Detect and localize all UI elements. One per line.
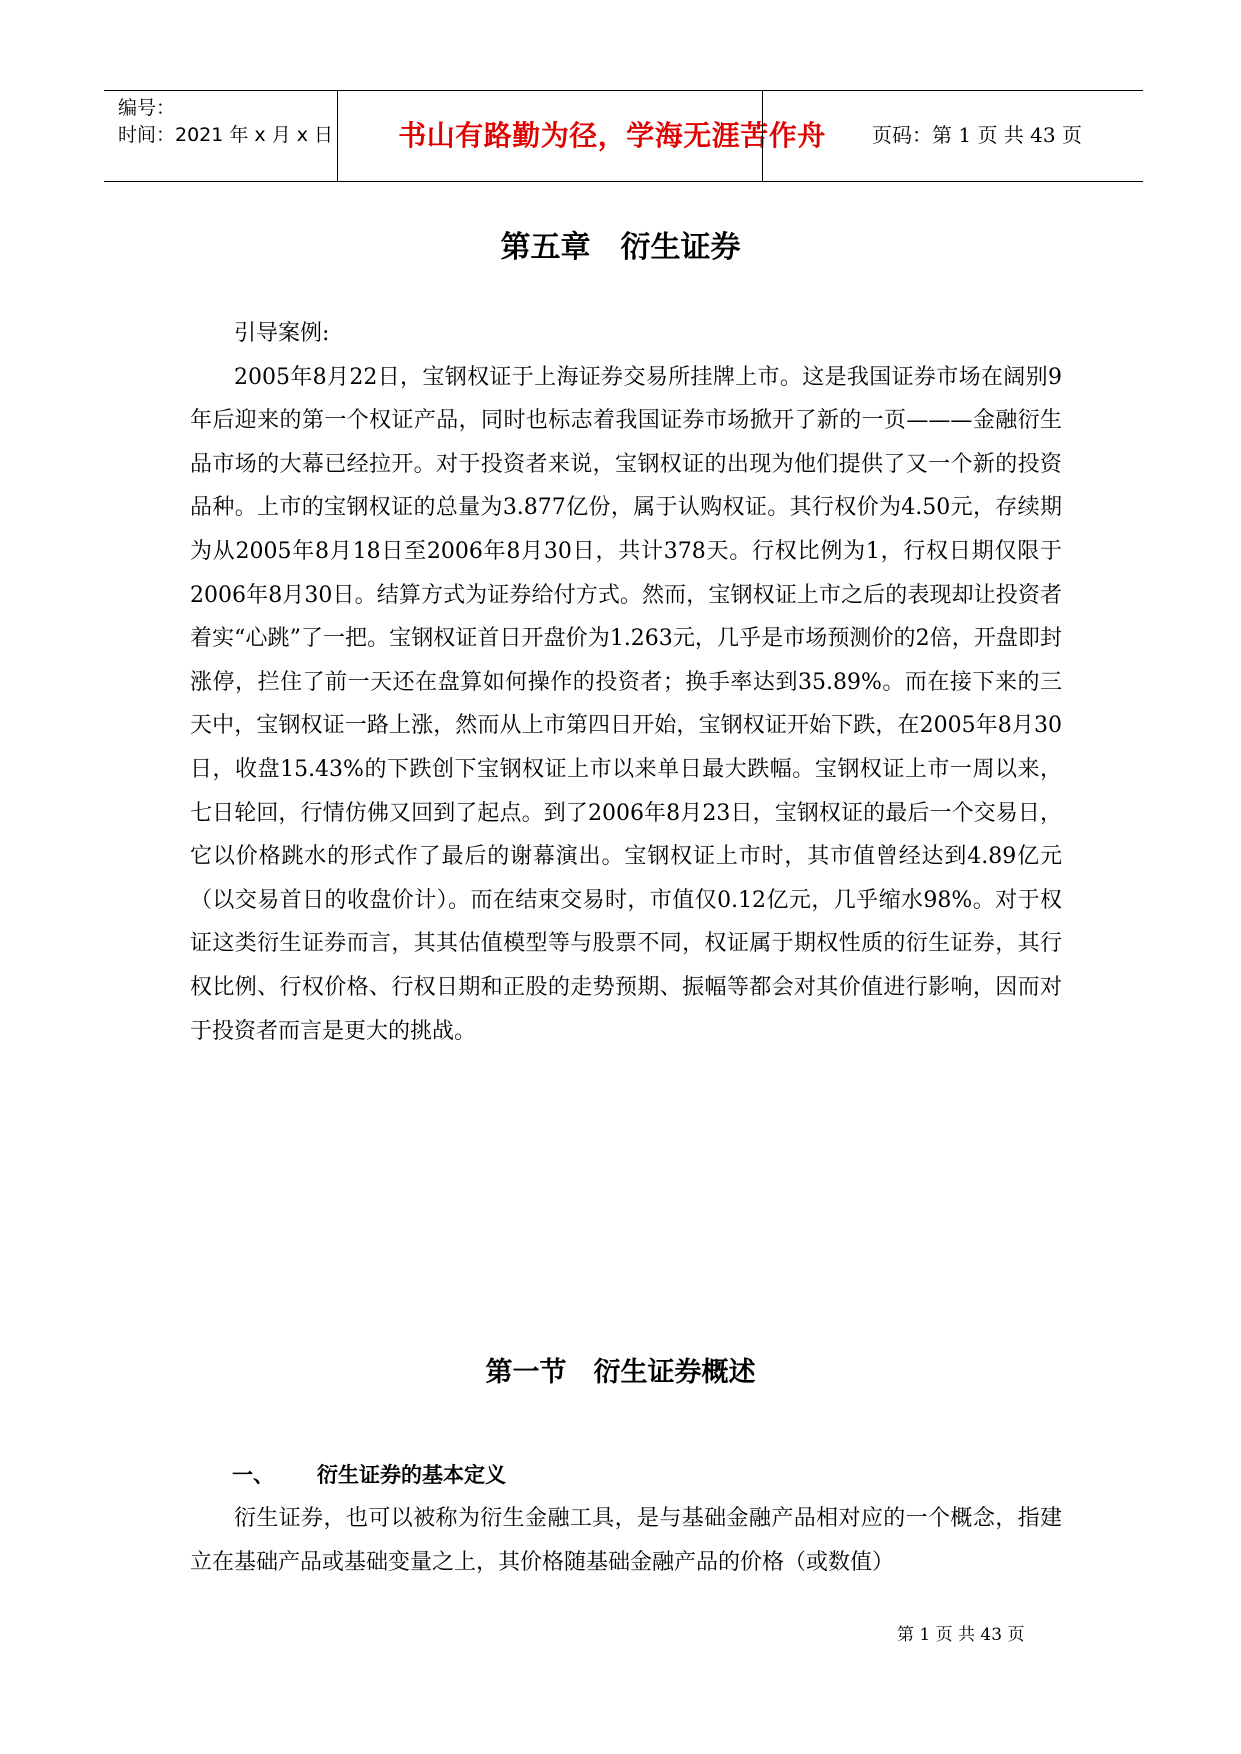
subsection-title: 衍生证券的基本定义	[317, 1463, 506, 1487]
intro-case	[190, 312, 1062, 1053]
page-header	[104, 90, 1143, 182]
page-footer: 第 1 页 共 43 页	[897, 1625, 1025, 1645]
header-page-info: 页码：第 1 页 共 43 页	[872, 123, 1082, 147]
header-divider	[762, 91, 763, 181]
intro-label: 引导案例:	[234, 321, 330, 346]
header-meta	[118, 95, 333, 149]
case-paragraph: 2005年8月22日，宝钢权证于上海证券交易所挂牌上市。这是我国证券市场在阔别9年后迎来的第一个权证产品，同时也标志着我国证券市场掀开了新的一页———金融衍生品市场的大幕已经拉开。对于投资者来说，宝钢权证的出现为他们提供了又一个新的投资品种。上市的宝钢权证的总量为3.877亿份，属于认购权证。其行权价为4.50元，存续期为从2005年8月18日至2006年8月30日，共计378天。行权比例为1，行权日期仅限于2006年8月30日。结算方式为证券给付方式。然而，宝钢权证上市之后的表现却让投资者着实“心跳”了一把。宝钢权证首日开盘价为1.263元，几乎是市场预测价的2倍，开盘即封涨停，拦住了前一天还在盘算如何操作的投资者；换手率达到35.89%。而在接下来的三天中，宝钢权证一路上涨，然而从上市第四日开始，宝钢权证开始下跌，在2005年8月30日，收盘15.43%的下跌创下宝钢权证上市以来单日最大跌幅。宝钢权证上市一周以来，七日轮回，行情仿佛又回到了起点。到了2006年8月23日，宝钢权证的最后一个交易日，它以价格跳水的形式作了最后的谢幕演出。宝钢权证上市时，其市值曾经达到4.89亿元（以交易首日的收盘价计）。而在结束交易时，市值仅0.12亿元，几乎缩水98%。对于权证这类衍生证券而言，其其估值模型等与股票不同，权证属于期权性质的衍生证券，其行权比例、行权价格、行权日期和正股的走势预期、振幅等都会对其价值进行影响，因而对于投资者而言是更大的挑战。	[190, 364, 1062, 1044]
chapter-title: 第五章 衍生证券	[500, 230, 741, 265]
time-label: 时间：2021 年 x 月 x 日	[118, 124, 334, 146]
definition-paragraph: 衍生证券，也可以被称为衍生金融工具，是与基础金融产品相对应的一个概念，指建立在基础产品或基础变量之上，其价格随基础金融产品的价格（或数值）	[190, 1506, 1062, 1575]
header-divider	[337, 91, 338, 181]
subsection-number: 一、	[232, 1463, 274, 1487]
header-motto: 书山有路勤为径，学海无涯苦作舟	[398, 119, 826, 152]
serial-number-label: 编号：	[118, 97, 176, 119]
section-title: 第一节 衍生证券概述	[485, 1357, 756, 1388]
definition-section	[190, 1497, 1062, 1584]
subsection-heading	[232, 1459, 506, 1489]
